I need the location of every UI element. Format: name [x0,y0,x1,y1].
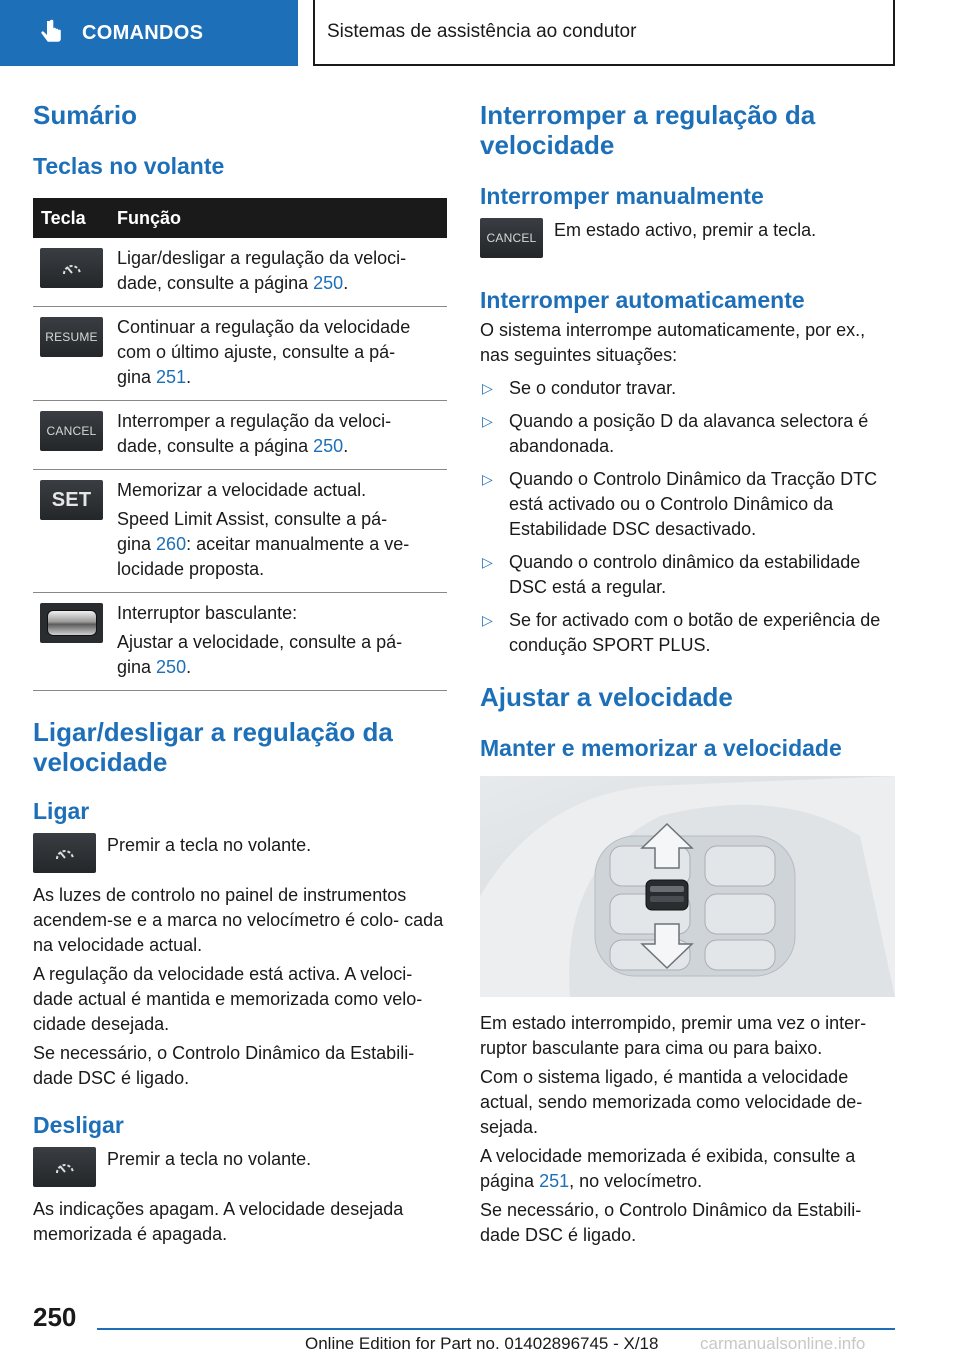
speedometer-icon [60,259,84,277]
page-link[interactable]: 260 [156,534,187,554]
edition-text: Online Edition for Part no. 01402896745 - X/18 [305,1334,659,1353]
speed-control-button-icon [33,833,96,873]
list-item: ▷ Se for activado com o botão de experiência de condução SPORT PLUS. [480,608,895,658]
steering-wheel-buttons-image [480,776,895,997]
page-number: 250 [33,1302,77,1332]
page-link[interactable]: 250 [156,657,187,677]
heading-ligar-desligar: Ligar/desligar a regulação da velocidade [33,717,393,777]
heading-auto: Interromper automaticamente [480,287,805,313]
set-button-icon: SET [40,480,103,520]
triangle-bullet-icon: ▷ [482,471,493,487]
triangle-bullet-icon: ▷ [482,554,493,570]
speedometer-icon [53,844,77,862]
auto-conditions-list [480,376,895,658]
desligar-instruction: Premir a tecla no volante. [107,1149,312,1169]
table-row: Ligar/desligar a regulação da veloci- dade, consulte a página 250. [33,238,447,307]
page-link[interactable]: 250 [313,436,344,456]
list-item: ▷ Se o condutor travar. [480,376,895,401]
list-item: ▷ Quando o Controlo Dinâmico da Tracção DTC está activado ou o Controlo Dinâmico da Estabilidade DSC desactivado. [480,467,895,542]
table-row: CANCEL Interromper a regulação da veloci- dade, consulte a página 250. [33,401,447,470]
section-label: COMANDOS [82,21,204,44]
heading-ajustar: Ajustar a velocidade [480,682,733,712]
chapter-title: Sistemas de assistência ao condutor [313,0,895,66]
left-column: Sumário Teclas no volante Tecla Função Ligar/desligar a regulação da veloci- dade, consulte a página 250. RESUME Continuar a regulação da velocidade com o último ajuste, consulte a pá- gina 251. CANCEL Interromper a regulação da veloci- dade, consulte a página 250. SET Memorizar a velocidade actual. Speed Limit Assist, consulte a pá- gina 260: aceitar manualmente a ve- locidade proposta. Interruptor basculante: Ajustar a velocidade, consulte a pá- gina 250. Ligar/desligar a regulação da velocidade Ligar Premir a tecla no volante. As luzes de controlo no painel de instrumentos acendem-se e a marca no velocímetro é colo- cada na velocidade actual. A regulação da velocidade está activa. A veloci- dade actual é mantida e memorizada como velo- cidade desejada. Se necessário, o Controlo Dinâmico da Estabili- dade DSC é ligado. Desligar Premir a tecla no volante. As indicações apagam. A velocidade desejada memorizada é apagada. [33,100,447,1247]
hand-pointer-icon [36,18,66,48]
watermark: carmanualsonline.info [700,1334,866,1353]
list-item: ▷ Quando o controlo dinâmico da estabilidade DSC está a regular. [480,550,895,600]
page-link[interactable]: 250 [313,273,344,293]
rocker-switch-icon [40,603,103,643]
heading-ligar: Ligar [33,798,90,824]
table-row: SET Memorizar a velocidade actual. Speed Limit Assist, consulte a pá- gina 260: aceitar manualmente a ve- locidade proposta. [33,470,447,593]
heading-interromper: Interromper a regulação da velocidade [480,100,816,160]
speed-control-button-icon [33,1147,96,1187]
page-header [0,0,960,66]
triangle-bullet-icon: ▷ [482,380,493,396]
list-item: ▷ Quando a posição D da alavanca selectora é abandonada. [480,409,895,459]
heading-teclas: Teclas no volante [33,153,225,179]
cancel-button-icon: CANCEL [40,411,103,451]
col-key-header: Tecla [41,207,86,228]
keys-table [33,198,447,691]
col-fn-header: Função [117,207,182,228]
ligar-instruction: Premir a tecla no volante. [107,835,312,855]
resume-button-icon: RESUME [40,317,103,357]
triangle-bullet-icon: ▷ [482,612,493,628]
heading-manter: Manter e memorizar a velocidade [480,735,842,761]
speedometer-icon [53,1158,77,1176]
table-header [33,198,447,238]
page-link[interactable]: 251 [156,367,187,387]
footer-divider [97,1328,895,1330]
cancel-button-icon: CANCEL [480,218,543,258]
triangle-bullet-icon: ▷ [482,413,493,429]
heading-manual: Interromper manualmente [480,183,764,209]
right-column: Interromper a regulação da velocidade Interromper manualmente CANCEL Em estado activo, premir a tecla. Interromper automaticamente O sistema interrompe automaticamente, por ex., nas seguintes situações: ▷ Se o condutor travar. ▷ Quando a posição D da alavanca selectora é abandonada. ▷ Quando o Controlo Dinâmico da Tracção DTC está activado ou o Controlo Dinâmico da Estabilidade DSC desactivado. ▷ Quando o controlo dinâmico da estabilidade DSC está a regular. ▷ Se for activado com o botão de experiência de condução SPORT PLUS. Ajustar a velocidade Manter e memorizar a velocidade Em estado interrompido, premir uma vez o inter- ruptor basculante para cima ou para baixo. Com o sistema ligado, é mantida a velocidade actual, sendo memorizada como velocidade de- sejada. A velocidade memorizada é exibida, consulte a página 251, no velocímetro. Se necessário, o Controlo Dinâmico da Estabili- dade DSC é ligado. [480,100,895,1248]
table-row: RESUME Continuar a regulação da velocidade com o último ajuste, consulte a pá- gina 251. [33,307,447,401]
heading-desligar: Desligar [33,1112,124,1138]
section-tab [0,0,298,66]
page-link[interactable]: 251 [539,1171,570,1191]
speed-control-button-icon [40,248,103,288]
table-row: Interruptor basculante: Ajustar a velocidade, consulte a pá- gina 250. [33,593,447,691]
steering-wheel-photo [480,776,895,997]
heading-sumario: Sumário [33,100,138,130]
